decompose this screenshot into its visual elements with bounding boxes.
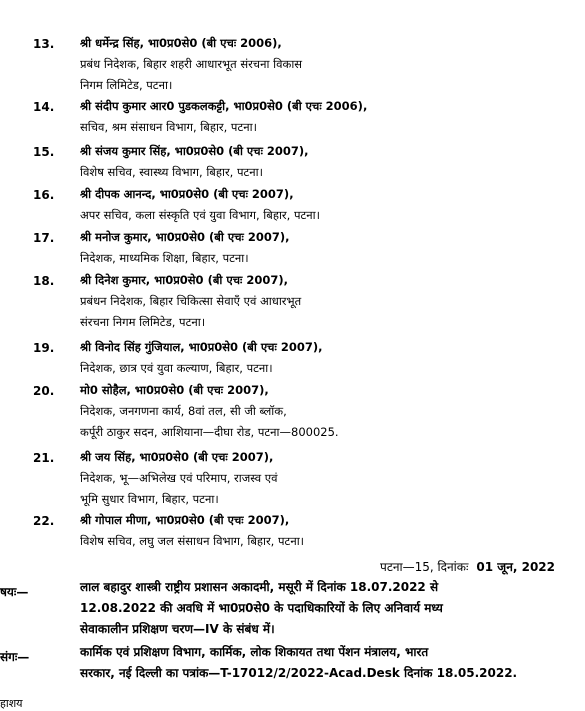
entry-address-line: कर्पूरी ठाकुर सदन, आशियाना—दीघा रोड, पटना—800025. bbox=[80, 425, 339, 439]
entry-number: 18. bbox=[33, 274, 55, 288]
entry-number: 17. bbox=[33, 231, 55, 245]
subject-line: 12.08.2022 की अवधि में भा0प्र0से0 के पदाधिकारियों के लिए अनिवार्य मध्य bbox=[80, 601, 443, 615]
entry-name-line: श्री दिनेश कुमार, भा0प्र0से0 (बी एचः 2007), bbox=[80, 273, 288, 287]
entry-address-line: निगम लिमिटेड, पटना। bbox=[80, 78, 173, 92]
subject-line: सेवाकालीन प्रशिक्षण चरण—IV के संबंध में। bbox=[80, 622, 275, 636]
entry-name-line: श्री गोपाल मीणा, भा0प्र0से0 (बी एचः 2007), bbox=[80, 513, 290, 527]
dateline bbox=[380, 558, 555, 575]
entry-address-line: भूमि सुधार विभाग, बिहार, पटना। bbox=[80, 492, 219, 506]
entry-number: 21. bbox=[33, 451, 55, 465]
entry-name-line: श्री संदीप कुमार आर0 पुडकलकट्टी, भा0प्र0से0 (बी एचः 2006), bbox=[80, 99, 368, 113]
subject-label: षयः— bbox=[0, 585, 29, 599]
entry-number: 22. bbox=[33, 514, 55, 528]
entry-address-line: अपर सचिव, कला संस्कृति एवं युवा विभाग, बिहार, पटना। bbox=[80, 208, 320, 222]
entry-number: 13. bbox=[33, 37, 55, 51]
reference-line: सरकार, नई दिल्ली का पत्रांक—T-17012/2/2022-Acad.Desk दिनांक 18.05.2022. bbox=[80, 666, 518, 680]
entry-address-line: संरचना निगम लिमिटेड, पटना। bbox=[80, 315, 206, 329]
entry-name-line: श्री संजय कुमार सिंह, भा0प्र0से0 (बी एचः 2007), bbox=[80, 144, 309, 158]
cutoff-text: हाशय bbox=[0, 697, 23, 710]
reference-text bbox=[80, 642, 570, 684]
reference-label: संगः— bbox=[0, 650, 30, 664]
dateline-date: 01 जून, 2022 bbox=[476, 560, 555, 574]
entry-address-line: निदेशक, जनगणना कार्य, 8वां तल, सी जी ब्लॉक, bbox=[80, 404, 287, 418]
entry-address-line: निदेशक, भू—अभिलेख एवं परिमाप, राजस्व एवं bbox=[80, 471, 278, 485]
entry-name-line: श्री मनोज कुमार, भा0प्र0से0 (बी एचः 2007), bbox=[80, 230, 290, 244]
entry-number: 20. bbox=[33, 384, 55, 398]
subject-line: लाल बहादुर शास्त्री राष्ट्रीय प्रशासन अकादमी, मसूरी में दिनांक 18.07.2022 से bbox=[80, 580, 439, 594]
entry-name-line: श्री विनोद सिंह गुंजियाल, भा0प्र0से0 (बी एचः 2007), bbox=[80, 340, 323, 354]
entry-address-line: सचिव, श्रम संसाधन विभाग, बिहार, पटना। bbox=[80, 120, 257, 134]
reference-line: कार्मिक एवं प्रशिक्षण विभाग, कार्मिक, लोक शिकायत तथा पेंशन मंत्रालय, भारत bbox=[80, 645, 429, 659]
entry-address-line: निदेशक, माध्यमिक शिक्षा, बिहार, पटना। bbox=[80, 251, 249, 265]
entry-address-line: विशेष सचिव, स्वास्थ्य विभाग, बिहार, पटना। bbox=[80, 165, 264, 179]
entry-address-line: विशेष सचिव, लघु जल संसाधन विभाग, बिहार, पटना। bbox=[80, 534, 305, 548]
entry-name-line: श्री जय सिंह, भा0प्र0से0 (बी एचः 2007), bbox=[80, 450, 274, 464]
entry-address-line: निदेशक, छात्र एवं युवा कल्याण, बिहार, पटना। bbox=[80, 361, 273, 375]
entry-number: 16. bbox=[33, 188, 55, 202]
entry-address-line: प्रबंधन निदेशक, बिहार चिकित्सा सेवाएँ एवं आधारभूत bbox=[80, 294, 302, 308]
entry-number: 14. bbox=[33, 100, 55, 114]
entry-number: 19. bbox=[33, 341, 55, 355]
entry-name-line: श्री धर्मेन्द्र सिंह, भा0प्र0से0 (बी एचः 2006), bbox=[80, 36, 282, 50]
dateline-place: पटना—15, दिनांकः bbox=[380, 560, 469, 574]
subject-text bbox=[80, 577, 570, 640]
entry-address-line: प्रबंध निदेशक, बिहार शहरी आधारभूत संरचना विकास bbox=[80, 57, 303, 71]
entry-name-line: मो0 सोहैल, भा0प्र0से0 (बी एचः 2007), bbox=[80, 383, 269, 397]
entry-name-line: श्री दीपक आनन्द, भा0प्र0से0 (बी एचः 2007), bbox=[80, 187, 294, 201]
entry-number: 15. bbox=[33, 145, 55, 159]
